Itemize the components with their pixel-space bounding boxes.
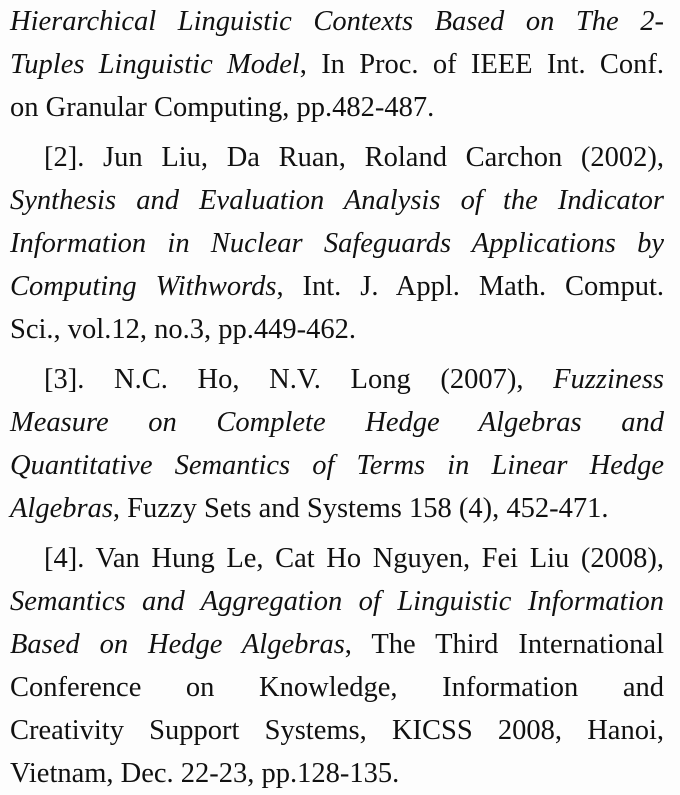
reference-text: [2]. Jun Liu, Da Ruan, Roland Carchon (2002), bbox=[44, 142, 664, 173]
reference-line bbox=[44, 537, 664, 580]
reference-line bbox=[10, 487, 664, 530]
reference-line bbox=[10, 265, 664, 308]
reference-line bbox=[44, 358, 664, 401]
reference-text: , Int. J. Appl. Math. Comput. bbox=[276, 271, 664, 302]
reference-line bbox=[10, 580, 664, 623]
reference-text: Sci., vol.12, no.3, pp.449-462. bbox=[10, 314, 356, 345]
reference-line bbox=[10, 666, 664, 709]
reference-title-text: Algebras bbox=[10, 493, 113, 524]
reference-line bbox=[10, 179, 664, 222]
reference-line bbox=[10, 308, 664, 351]
reference-line bbox=[10, 709, 664, 752]
reference-title-text: Tuples Linguistic Model bbox=[10, 49, 300, 80]
reference-title-text: Information in Nuclear Safeguards Applications by bbox=[10, 228, 664, 259]
reference-text: , The Third International bbox=[344, 629, 664, 660]
reference-line bbox=[10, 222, 664, 265]
reference-line bbox=[10, 401, 664, 444]
reference-title-text: Measure on Complete Hedge Algebras and bbox=[10, 407, 664, 438]
reference-title-text: Fuzziness bbox=[553, 364, 664, 395]
reference-title-text: Based on Hedge Algebras bbox=[10, 629, 345, 660]
reference-line bbox=[10, 0, 664, 43]
reference-line bbox=[44, 136, 664, 179]
reference-line bbox=[10, 623, 664, 666]
reference-text: Vietnam, Dec. 22-23, pp.128-135. bbox=[10, 758, 400, 789]
reference-title-text: Hierarchical Linguistic Contexts Based on The 2- bbox=[10, 6, 664, 37]
reference-title-text: Semantics and Aggregation of Linguistic Information bbox=[10, 586, 664, 617]
reference-text: [3]. N.C. Ho, N.V. Long (2007), bbox=[44, 364, 554, 395]
reference-text: Conference on Knowledge, Information and bbox=[10, 672, 664, 703]
reference-text: on Granular Computing, pp.482-487. bbox=[10, 92, 435, 123]
reference-title-text: Computing Withwords bbox=[10, 271, 277, 302]
reference-line bbox=[10, 444, 664, 487]
reference-title-text: Quantitative Semantics of Terms in Linear Hedge bbox=[10, 450, 664, 481]
reference-text: , Fuzzy Sets and Systems 158 (4), 452-471. bbox=[112, 493, 609, 524]
reference-text: Creativity Support Systems, KICSS 2008, Hanoi, bbox=[10, 715, 664, 746]
reference-text: , In Proc. of IEEE Int. Conf. bbox=[299, 49, 664, 80]
reference-line bbox=[10, 86, 664, 129]
reference-text: [4]. Van Hung Le, Cat Ho Nguyen, Fei Liu (2008), bbox=[44, 543, 664, 574]
reference-line bbox=[10, 43, 664, 86]
reference-line bbox=[10, 752, 664, 795]
reference-title-text: Synthesis and Evaluation Analysis of the Indicator bbox=[10, 185, 664, 216]
